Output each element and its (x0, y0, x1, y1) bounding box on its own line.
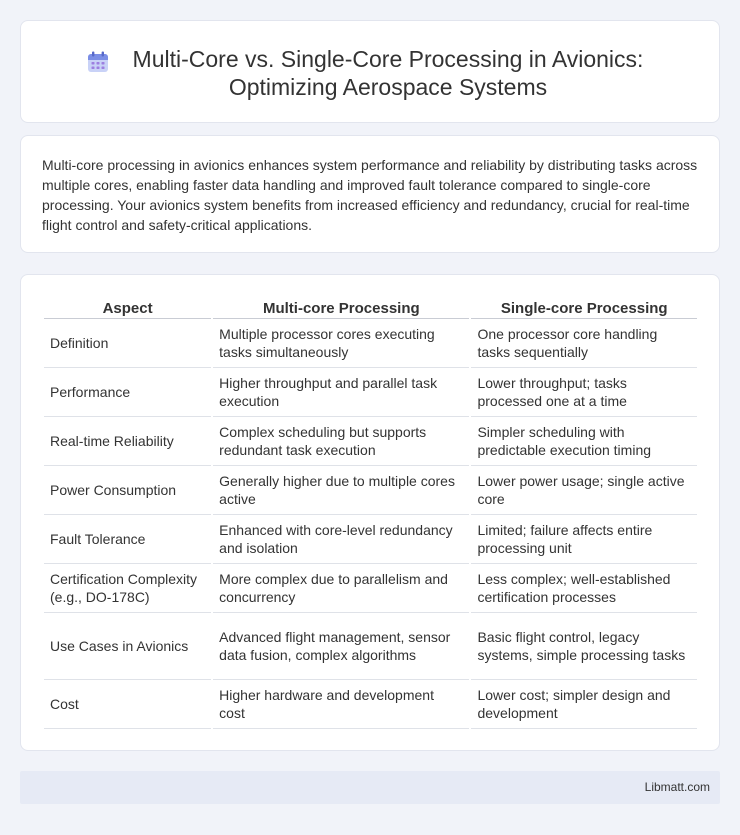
table-row (44, 466, 697, 515)
cell-aspect: Use Cases in Avionics (44, 613, 211, 680)
header-multi-core: Multi-core Processing (213, 295, 469, 319)
cell-multi-core: Complex scheduling but supports redundant task execution (213, 417, 469, 466)
cell-multi-core: Multiple processor cores executing tasks simultaneously (213, 319, 469, 368)
cell-aspect: Cost (44, 680, 211, 729)
cell-aspect: Certification Complexity (e.g., DO-178C) (44, 564, 211, 613)
cell-multi-core: Enhanced with core-level redundancy and isolation (213, 515, 469, 564)
table-row (44, 368, 697, 417)
footer-bar (20, 771, 720, 804)
cell-single-core: Lower throughput; tasks processed one at a time (471, 368, 697, 417)
cell-aspect: Performance (44, 368, 211, 417)
cell-single-core: Simpler scheduling with predictable execution timing (471, 417, 697, 466)
cell-single-core: Lower power usage; single active core (471, 466, 697, 515)
title-card (20, 20, 720, 123)
table-row (44, 319, 697, 368)
table-row (44, 564, 697, 613)
cell-single-core: Less complex; well-established certification processes (471, 564, 697, 613)
summary-card (20, 135, 720, 253)
cell-multi-core: Advanced flight management, sensor data fusion, complex algorithms (213, 613, 469, 680)
cell-single-core: Lower cost; simpler design and development (471, 680, 697, 729)
header-single-core: Single-core Processing (471, 295, 697, 319)
cell-aspect: Real-time Reliability (44, 417, 211, 466)
table-header-row (44, 295, 697, 319)
cell-single-core: One processor core handling tasks sequentially (471, 319, 697, 368)
cell-multi-core: Generally higher due to multiple cores active (213, 466, 469, 515)
page-title: Multi-Core vs. Single-Core Processing in Avionics: Optimizing Aerospace Systems (132, 46, 644, 100)
header-aspect: Aspect (44, 295, 211, 319)
summary-paragraph: Multi-core processing in avionics enhances system performance and reliability by distributing tasks across multiple cores, enabling faster data handling and improved fault tolerance compared to single-core processing. Your avionics system benefits from increased efficiency and redundancy, crucial for real-time flight control and safety-critical applications. (42, 157, 698, 233)
cell-aspect: Fault Tolerance (44, 515, 211, 564)
cell-multi-core: More complex due to parallelism and concurrency (213, 564, 469, 613)
calendar-icon (87, 51, 109, 73)
table-row (44, 417, 697, 466)
cell-aspect: Definition (44, 319, 211, 368)
footer-brand-link[interactable]: Libmatt.com (644, 780, 710, 794)
table-row (44, 515, 697, 564)
table-row (44, 680, 697, 729)
title-wrap (21, 45, 719, 101)
cell-single-core: Basic flight control, legacy systems, simple processing tasks (471, 613, 697, 680)
cell-single-core: Limited; failure affects entire processing unit (471, 515, 697, 564)
cell-aspect: Power Consumption (44, 466, 211, 515)
table-row (44, 613, 697, 680)
comparison-card (20, 274, 720, 751)
comparison-table (42, 295, 699, 729)
cell-multi-core: Higher hardware and development cost (213, 680, 469, 729)
cell-multi-core: Higher throughput and parallel task execution (213, 368, 469, 417)
